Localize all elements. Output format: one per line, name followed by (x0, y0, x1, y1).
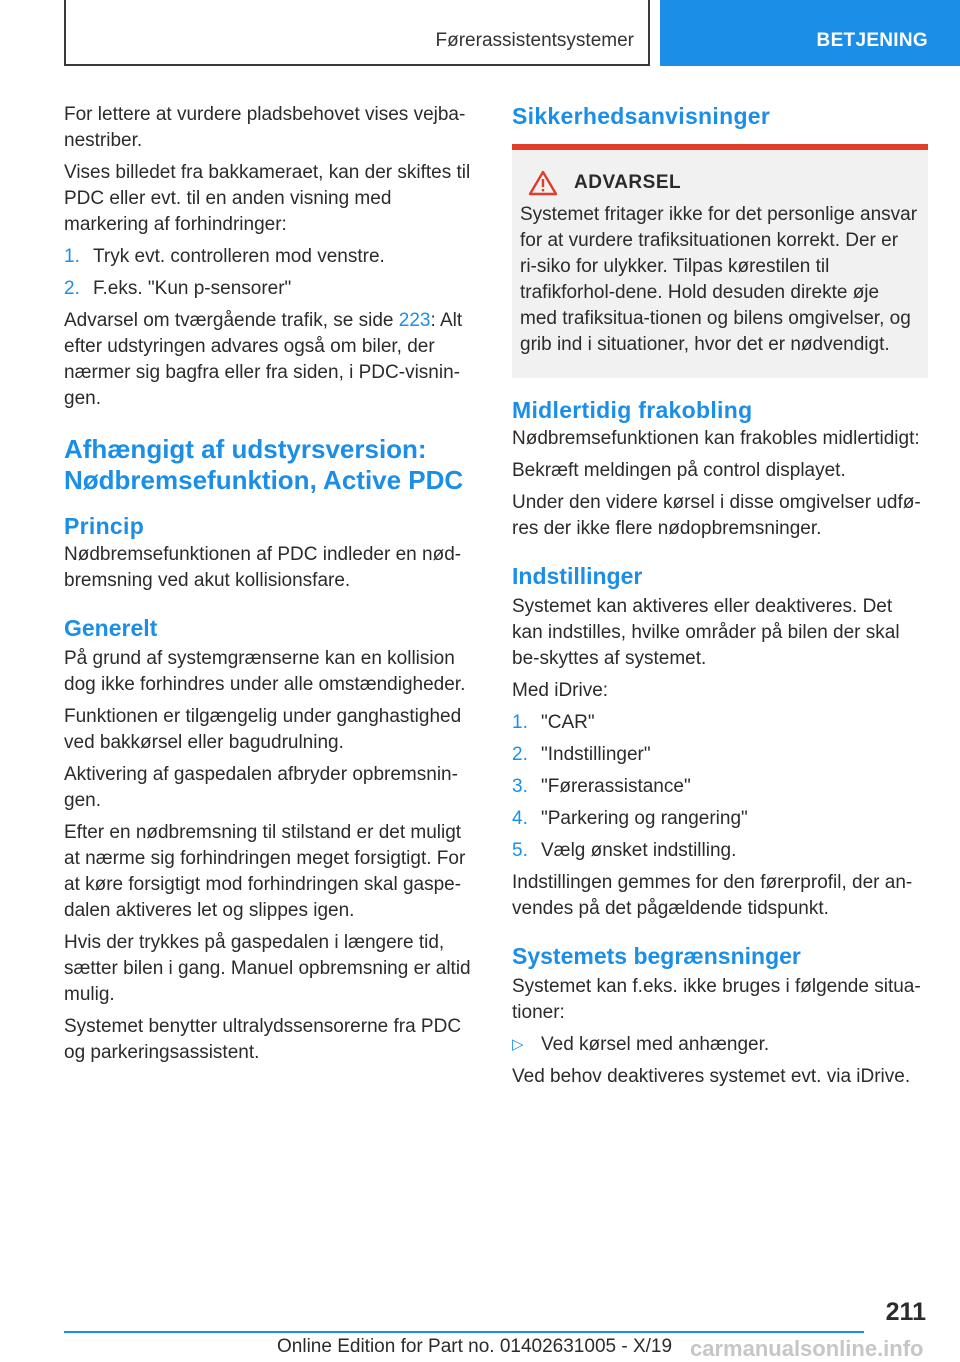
step-text: "Indstillinger" (541, 744, 651, 765)
step-number: 2. (512, 744, 528, 765)
list-item (512, 806, 928, 832)
warning-triangle-icon (528, 170, 558, 196)
left-column (64, 102, 480, 1072)
text-run: : Alt efter udstyringen advares også om biler, der nærmer sig bagfra eller fra siden, i PDC-visnin-gen. (64, 310, 463, 409)
header-chapter-box (64, 0, 650, 66)
paragraph: Indstillingen gemmes for den førerprofil, der an-vendes på det pågældende tidspunkt. (512, 872, 913, 919)
warning-label: ADVARSEL (574, 172, 682, 193)
step-text: "CAR" (541, 712, 595, 733)
paragraph: For lettere at vurdere pladsbehovet vises vejba-nestriber. (64, 104, 466, 151)
list-item (512, 742, 928, 768)
step-text: "Parkering og rangering" (541, 808, 748, 829)
paragraph: Bekræft meldingen på control displayet. (512, 460, 846, 481)
text-run: Advarsel om tværgående trafik, se side (64, 310, 399, 331)
warning-text: Systemet fritager ikke for det personlige ansvar for at vurdere trafiksituationen korrekt. Der er ri-siko for ulykker. Tilpas kørestilen til trafikforhol-dene. Hold desuden direkte øje med trafiksitua-tionen og bilens omgivelser, og grib ind i situationer, hvor det er nødvendigt. (520, 204, 918, 355)
step-text: Vælg ønsket indstilling. (541, 840, 737, 861)
warning-box (512, 150, 928, 378)
paragraph: Nødbremsefunktionen kan frakobles midlertidigt: (512, 428, 920, 449)
paragraph: Hvis der trykkes på gaspedalen i længere tid, sætter bilen i gang. Manuel opbremsning er altid mulig. (64, 932, 471, 1005)
list-item (64, 244, 480, 270)
paragraph: Nødbremsefunktionen af PDC indleder en nød-bremsning ved akut kollisionsfare. (64, 544, 462, 591)
paragraph: Ved behov deaktiveres systemet evt. via iDrive. (512, 1066, 911, 1087)
section-heading: Sikkerhedsanvisninger (512, 103, 771, 129)
step-number: 4. (512, 808, 528, 829)
list-item (512, 774, 928, 800)
step-number: 2. (64, 278, 80, 299)
list-item (64, 276, 480, 302)
subsection-heading: Generelt (64, 615, 158, 641)
paragraph: Med iDrive: (512, 680, 609, 701)
page-reference-link[interactable]: 223 (398, 310, 431, 331)
bullet-text: Ved kørsel med anhænger. (541, 1034, 770, 1055)
step-number: 1. (64, 246, 80, 267)
paragraph: Funktionen er tilgængelig under ganghastighed ved bakkørsel eller bagudrulning. (64, 706, 462, 753)
header-section-tab (660, 0, 960, 66)
subsection-heading: Indstillinger (512, 563, 643, 589)
right-column (512, 102, 928, 1096)
steps-list (64, 244, 480, 302)
step-text: F.eks. "Kun p-sensorer" (93, 278, 292, 299)
subsection-heading: Princip (64, 513, 145, 539)
footer-edition: Online Edition for Part no. 01402631005 - X/19 (277, 1336, 673, 1357)
step-number: 3. (512, 776, 528, 797)
steps-list (512, 710, 928, 864)
paragraph: På grund af systemgrænserne kan en kollision dog ikke forhindres under alle omstændigheder. (64, 648, 466, 695)
watermark: carmanualsonline.info (690, 1336, 924, 1361)
paragraph: Systemet kan f.eks. ikke bruges i følgende situa-tioner: (512, 976, 921, 1023)
step-text: "Førerassistance" (541, 776, 691, 797)
bullet-triangle-icon: ▷ (512, 1036, 524, 1053)
paragraph: Vises billedet fra bakkameraet, kan der skiftes til PDC eller evt. til en anden visning med markering af forhindringer: (64, 162, 471, 235)
list-item (512, 1032, 928, 1058)
paragraph: Under den videre kørsel i disse omgivelser udfø-res der ikke flere nødopbremsninger. (512, 492, 921, 539)
section-title: BETJENING (816, 30, 928, 51)
page-number: 211 (885, 1298, 926, 1326)
subsection-heading: Systemets begrænsninger (512, 943, 801, 969)
paragraph: Systemet kan aktiveres eller deaktiveres. Det kan indstilles, hvilke områder på bilen der skal be-skyttes af systemet. (512, 596, 900, 669)
step-number: 5. (512, 840, 528, 861)
section-heading: Afhængigt af udstyrsversion: Nødbremsefunktion, Active PDC (64, 434, 464, 495)
paragraph: Systemet benytter ultralydssensorerne fra PDC og parkeringsassistent. (64, 1016, 462, 1063)
bullet-list (512, 1032, 928, 1058)
step-text: Tryk evt. controlleren mod venstre. (93, 246, 385, 267)
list-item (512, 838, 928, 864)
warning-header (520, 170, 920, 196)
paragraph (64, 308, 480, 412)
subsection-heading: Midlertidig frakobling (512, 397, 753, 423)
paragraph: Aktivering af gaspedalen afbryder opbremsnin-gen. (64, 764, 458, 811)
chapter-title: Førerassistentsystemer (435, 30, 634, 51)
paragraph: Efter en nødbremsning til stilstand er det muligt at nærme sig forhindringen meget forsigtigt. For at køre forsigtigt mod forhindringen skal gaspe-dalen aktiveres let og slippes igen. (64, 822, 466, 921)
footer-rule (64, 1331, 864, 1333)
list-item (512, 710, 928, 736)
step-number: 1. (512, 712, 528, 733)
